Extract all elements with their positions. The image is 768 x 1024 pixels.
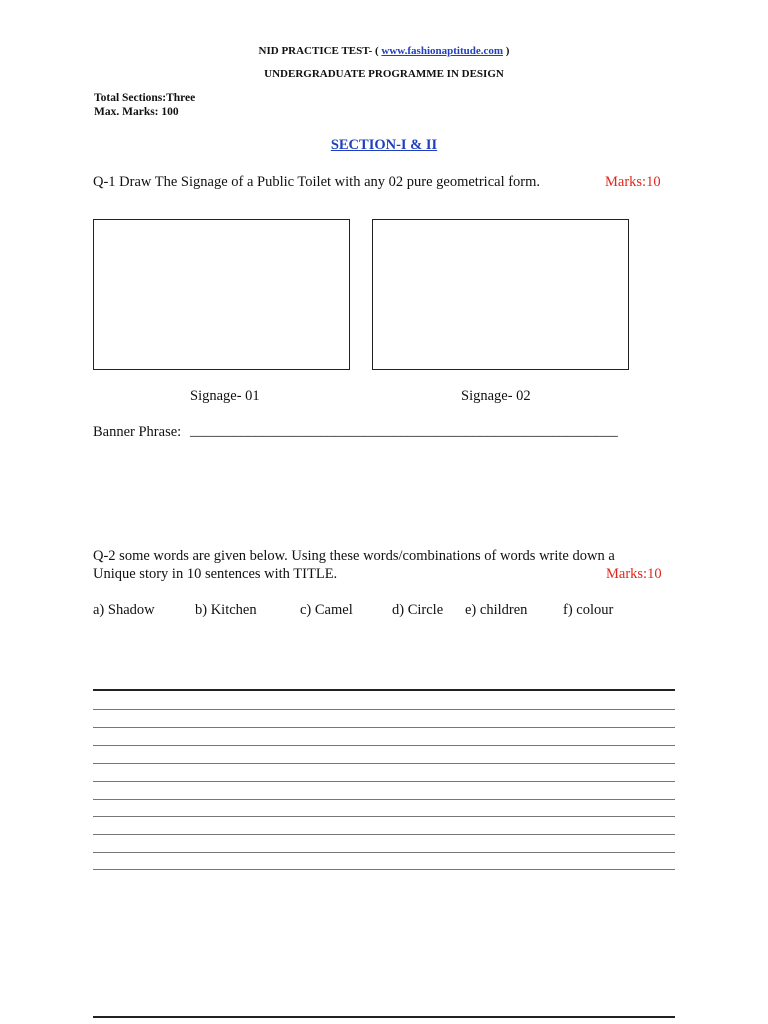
answer-line[interactable]: [93, 852, 675, 853]
question-1-text: Q-1 Draw The Signage of a Public Toilet with any 02 pure geometrical form.: [93, 174, 541, 190]
answer-line[interactable]: [93, 869, 675, 870]
programme-title: UNDERGRADUATE PROGRAMME IN DESIGN: [264, 68, 504, 80]
banner-phrase-line[interactable]: ___________________________________________________________: [190, 423, 618, 439]
word-option-kitchen: b) Kitchen: [195, 602, 257, 618]
banner-phrase-label: Banner Phrase:: [93, 424, 182, 440]
answer-line[interactable]: [93, 799, 675, 800]
test-title-suffix: ): [503, 45, 510, 57]
section-title: [0, 137, 768, 154]
question-2-marks: Marks:10: [606, 566, 662, 582]
word-option-circle: d) Circle: [392, 602, 444, 618]
test-title: NID PRACTICE TEST- (: [258, 45, 382, 57]
website-link[interactable]: www.fashionaptitude.com: [381, 45, 504, 57]
answer-line[interactable]: [93, 727, 675, 728]
signage-01-drawing-box[interactable]: [93, 219, 350, 370]
answer-area-top-rule: [93, 689, 675, 691]
test-title-line: [0, 45, 768, 57]
answer-line[interactable]: [93, 745, 675, 746]
word-option-camel: c) Camel: [300, 602, 353, 618]
word-option-shadow: a) Shadow: [93, 602, 155, 618]
question-1-marks: Marks:10: [605, 174, 661, 190]
page-bottom-rule: [93, 1016, 675, 1018]
answer-line[interactable]: [93, 834, 675, 835]
answer-line[interactable]: [93, 816, 675, 817]
question-2-line-2: Unique story in 10 sentences with TITLE.: [93, 566, 338, 582]
answer-line[interactable]: [93, 781, 675, 782]
word-option-children: e) children: [465, 602, 528, 618]
answer-line[interactable]: [93, 763, 675, 764]
answer-line[interactable]: [93, 709, 675, 710]
max-marks: Max. Marks: 100: [94, 106, 179, 118]
word-option-colour: f) colour: [563, 602, 614, 618]
signage-01-label: Signage- 01: [190, 388, 260, 404]
signage-02-label: Signage- 02: [461, 388, 531, 404]
question-2-line-1: Q-2 some words are given below. Using these words/combinations of words write down a: [93, 548, 615, 564]
total-sections: Total Sections:Three: [94, 92, 196, 104]
section-title-text: SECTION-I & II: [330, 137, 438, 153]
signage-02-drawing-box[interactable]: [372, 219, 629, 370]
